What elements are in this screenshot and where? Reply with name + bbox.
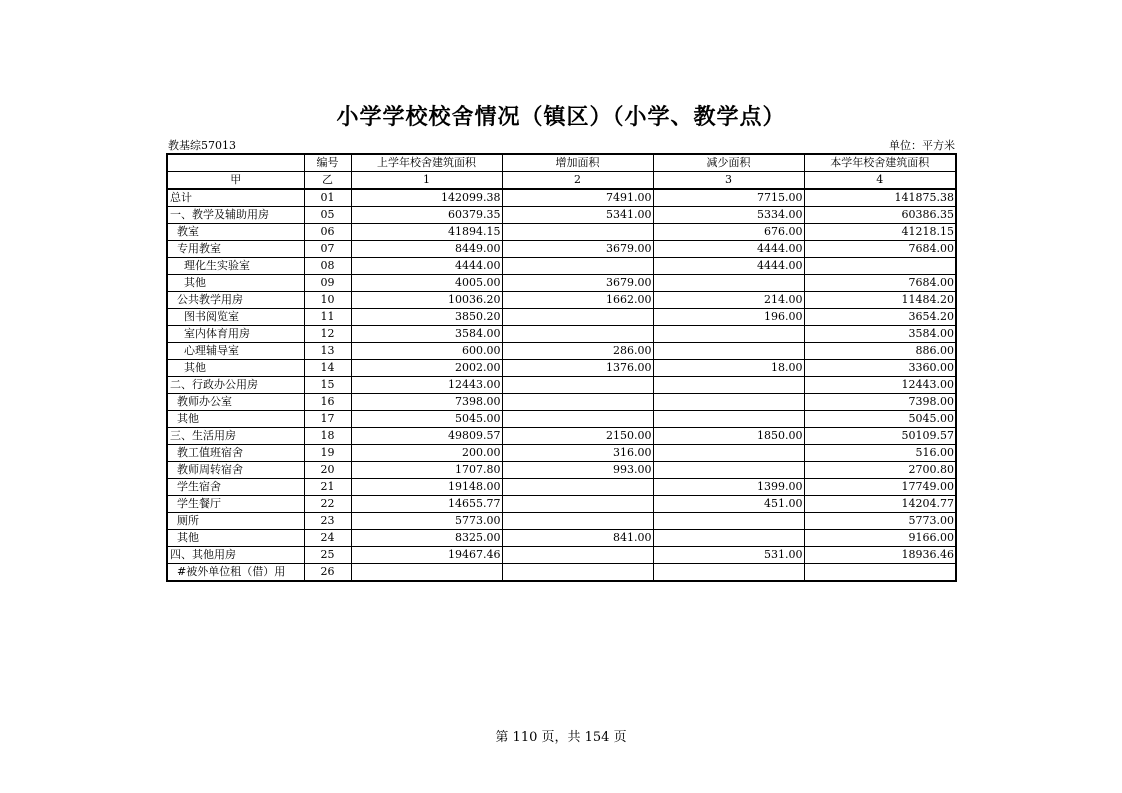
added-area-cell: 993.00 xyxy=(502,462,653,479)
header-cell: 本学年校舍建筑面积 xyxy=(804,154,956,172)
added-area-cell xyxy=(502,496,653,513)
unit-label: 单位：平方米 xyxy=(889,139,955,152)
row-code-cell: 08 xyxy=(304,258,351,275)
current-area-cell: 14204.77 xyxy=(804,496,956,513)
added-area-cell xyxy=(502,377,653,394)
current-area-cell: 18936.46 xyxy=(804,547,956,564)
reduced-area-cell xyxy=(653,411,804,428)
prev-area-cell: 200.00 xyxy=(351,445,502,462)
reduced-area-cell xyxy=(653,513,804,530)
reduced-area-cell: 1850.00 xyxy=(653,428,804,445)
table-row xyxy=(167,292,956,309)
row-code-cell: 15 xyxy=(304,377,351,394)
table-row xyxy=(167,241,956,258)
row-name-cell: 其他 xyxy=(167,411,304,428)
table-row xyxy=(167,530,956,547)
row-name-cell: 其他 xyxy=(167,275,304,292)
table-row xyxy=(167,513,956,530)
reduced-area-cell xyxy=(653,445,804,462)
table-row xyxy=(167,377,956,394)
current-area-cell: 41218.15 xyxy=(804,224,956,241)
reduced-area-cell: 531.00 xyxy=(653,547,804,564)
subheader-cell: 3 xyxy=(653,172,804,190)
current-area-cell: 141875.38 xyxy=(804,189,956,207)
current-area-cell: 9166.00 xyxy=(804,530,956,547)
row-name-cell: 图书阅览室 xyxy=(167,309,304,326)
added-area-cell xyxy=(502,258,653,275)
row-name-cell: 总计 xyxy=(167,189,304,207)
prev-area-cell: 4005.00 xyxy=(351,275,502,292)
reduced-area-cell xyxy=(653,530,804,547)
row-name-cell: 室内体育用房 xyxy=(167,326,304,343)
row-code-cell: 13 xyxy=(304,343,351,360)
row-name-cell: 教师办公室 xyxy=(167,394,304,411)
reduced-area-cell xyxy=(653,275,804,292)
prev-area-cell: 8325.00 xyxy=(351,530,502,547)
current-area-cell: 7684.00 xyxy=(804,241,956,258)
header-cell xyxy=(167,154,304,172)
row-name-cell: 教工值班宿舍 xyxy=(167,445,304,462)
table-row xyxy=(167,309,956,326)
row-code-cell: 09 xyxy=(304,275,351,292)
header-cell: 增加面积 xyxy=(502,154,653,172)
table-row xyxy=(167,564,956,582)
row-code-cell: 26 xyxy=(304,564,351,582)
prev-area-cell: 5045.00 xyxy=(351,411,502,428)
prev-area-cell: 4444.00 xyxy=(351,258,502,275)
subheader-row xyxy=(167,172,956,190)
table-row xyxy=(167,411,956,428)
reduced-area-cell: 451.00 xyxy=(653,496,804,513)
row-name-cell: 心理辅导室 xyxy=(167,343,304,360)
table-row xyxy=(167,189,956,207)
row-name-cell: 教师周转宿舍 xyxy=(167,462,304,479)
table-row xyxy=(167,547,956,564)
row-name-cell: #被外单位租（借）用 xyxy=(167,564,304,582)
row-code-cell: 10 xyxy=(304,292,351,309)
current-area-cell: 12443.00 xyxy=(804,377,956,394)
prev-area-cell: 12443.00 xyxy=(351,377,502,394)
row-name-cell: 四、其他用房 xyxy=(167,547,304,564)
row-code-cell: 14 xyxy=(304,360,351,377)
row-code-cell: 07 xyxy=(304,241,351,258)
row-code-cell: 24 xyxy=(304,530,351,547)
prev-area-cell: 8449.00 xyxy=(351,241,502,258)
table-row xyxy=(167,479,956,496)
subheader-cell: 1 xyxy=(351,172,502,190)
prev-area-cell: 10036.20 xyxy=(351,292,502,309)
header-cell: 减少面积 xyxy=(653,154,804,172)
reduced-area-cell: 5334.00 xyxy=(653,207,804,224)
row-code-cell: 23 xyxy=(304,513,351,530)
prev-area-cell: 600.00 xyxy=(351,343,502,360)
added-area-cell xyxy=(502,564,653,582)
reduced-area-cell: 214.00 xyxy=(653,292,804,309)
prev-area-cell: 1707.80 xyxy=(351,462,502,479)
row-code-cell: 21 xyxy=(304,479,351,496)
row-name-cell: 学生餐厅 xyxy=(167,496,304,513)
added-area-cell xyxy=(502,479,653,496)
form-code: 教基综57013 xyxy=(168,139,236,152)
added-area-cell: 7491.00 xyxy=(502,189,653,207)
row-code-cell: 19 xyxy=(304,445,351,462)
reduced-area-cell: 196.00 xyxy=(653,309,804,326)
table-row xyxy=(167,462,956,479)
added-area-cell: 286.00 xyxy=(502,343,653,360)
added-area-cell xyxy=(502,309,653,326)
prev-area-cell: 60379.35 xyxy=(351,207,502,224)
row-name-cell: 学生宿舍 xyxy=(167,479,304,496)
current-area-cell: 17749.00 xyxy=(804,479,956,496)
prev-area-cell: 49809.57 xyxy=(351,428,502,445)
row-name-cell: 其他 xyxy=(167,530,304,547)
row-code-cell: 20 xyxy=(304,462,351,479)
row-name-cell: 理化生实验室 xyxy=(167,258,304,275)
row-code-cell: 11 xyxy=(304,309,351,326)
reduced-area-cell: 4444.00 xyxy=(653,241,804,258)
subheader-cell: 乙 xyxy=(304,172,351,190)
added-area-cell xyxy=(502,547,653,564)
table-row xyxy=(167,343,956,360)
added-area-cell: 3679.00 xyxy=(502,241,653,258)
current-area-cell: 3360.00 xyxy=(804,360,956,377)
row-name-cell: 三、生活用房 xyxy=(167,428,304,445)
added-area-cell xyxy=(502,394,653,411)
reduced-area-cell xyxy=(653,343,804,360)
prev-area-cell: 41894.15 xyxy=(351,224,502,241)
table-row xyxy=(167,207,956,224)
current-area-cell: 60386.35 xyxy=(804,207,956,224)
added-area-cell: 316.00 xyxy=(502,445,653,462)
row-code-cell: 06 xyxy=(304,224,351,241)
current-area-cell: 2700.80 xyxy=(804,462,956,479)
page-title: 小学学校校舍情况（镇区）（小学、教学点） xyxy=(336,105,786,130)
prev-area-cell: 19148.00 xyxy=(351,479,502,496)
table-row xyxy=(167,275,956,292)
row-code-cell: 05 xyxy=(304,207,351,224)
current-area-cell: 50109.57 xyxy=(804,428,956,445)
prev-area-cell xyxy=(351,564,502,582)
added-area-cell: 2150.00 xyxy=(502,428,653,445)
current-area-cell: 886.00 xyxy=(804,343,956,360)
added-area-cell: 1376.00 xyxy=(502,360,653,377)
table-row xyxy=(167,394,956,411)
prev-area-cell: 142099.38 xyxy=(351,189,502,207)
prev-area-cell: 5773.00 xyxy=(351,513,502,530)
current-area-cell: 7684.00 xyxy=(804,275,956,292)
statistics-table xyxy=(166,153,957,582)
current-area-cell: 5045.00 xyxy=(804,411,956,428)
row-code-cell: 01 xyxy=(304,189,351,207)
added-area-cell xyxy=(502,326,653,343)
reduced-area-cell xyxy=(653,564,804,582)
reduced-area-cell: 7715.00 xyxy=(653,189,804,207)
added-area-cell: 5341.00 xyxy=(502,207,653,224)
current-area-cell: 7398.00 xyxy=(804,394,956,411)
reduced-area-cell xyxy=(653,326,804,343)
row-code-cell: 18 xyxy=(304,428,351,445)
table-row xyxy=(167,326,956,343)
reduced-area-cell: 1399.00 xyxy=(653,479,804,496)
reduced-area-cell xyxy=(653,394,804,411)
reduced-area-cell: 676.00 xyxy=(653,224,804,241)
added-area-cell: 1662.00 xyxy=(502,292,653,309)
row-code-cell: 12 xyxy=(304,326,351,343)
current-area-cell: 3584.00 xyxy=(804,326,956,343)
reduced-area-cell: 18.00 xyxy=(653,360,804,377)
subheader-cell: 甲 xyxy=(167,172,304,190)
prev-area-cell: 19467.46 xyxy=(351,547,502,564)
header-cell: 上学年校舍建筑面积 xyxy=(351,154,502,172)
reduced-area-cell xyxy=(653,462,804,479)
added-area-cell: 841.00 xyxy=(502,530,653,547)
table-row xyxy=(167,445,956,462)
prev-area-cell: 14655.77 xyxy=(351,496,502,513)
row-name-cell: 公共教学用房 xyxy=(167,292,304,309)
current-area-cell: 11484.20 xyxy=(804,292,956,309)
row-name-cell: 专用教室 xyxy=(167,241,304,258)
subheader-cell: 2 xyxy=(502,172,653,190)
header-row xyxy=(167,154,956,172)
table-row xyxy=(167,496,956,513)
current-area-cell: 5773.00 xyxy=(804,513,956,530)
prev-area-cell: 2002.00 xyxy=(351,360,502,377)
row-code-cell: 17 xyxy=(304,411,351,428)
row-name-cell: 一、教学及辅助用房 xyxy=(167,207,304,224)
current-area-cell: 3654.20 xyxy=(804,309,956,326)
row-name-cell: 二、行政办公用房 xyxy=(167,377,304,394)
reduced-area-cell: 4444.00 xyxy=(653,258,804,275)
table-row xyxy=(167,428,956,445)
table-row xyxy=(167,258,956,275)
added-area-cell xyxy=(502,411,653,428)
row-code-cell: 25 xyxy=(304,547,351,564)
row-code-cell: 16 xyxy=(304,394,351,411)
added-area-cell xyxy=(502,224,653,241)
prev-area-cell: 7398.00 xyxy=(351,394,502,411)
row-name-cell: 其他 xyxy=(167,360,304,377)
row-name-cell: 厕所 xyxy=(167,513,304,530)
current-area-cell xyxy=(804,258,956,275)
added-area-cell: 3679.00 xyxy=(502,275,653,292)
table-row xyxy=(167,224,956,241)
page-footer: 第 110 页，共 154 页 xyxy=(495,730,627,745)
prev-area-cell: 3850.20 xyxy=(351,309,502,326)
header-cell: 编号 xyxy=(304,154,351,172)
reduced-area-cell xyxy=(653,377,804,394)
row-name-cell: 教室 xyxy=(167,224,304,241)
added-area-cell xyxy=(502,513,653,530)
prev-area-cell: 3584.00 xyxy=(351,326,502,343)
current-area-cell: 516.00 xyxy=(804,445,956,462)
row-code-cell: 22 xyxy=(304,496,351,513)
current-area-cell xyxy=(804,564,956,582)
table-row xyxy=(167,360,956,377)
subheader-cell: 4 xyxy=(804,172,956,190)
